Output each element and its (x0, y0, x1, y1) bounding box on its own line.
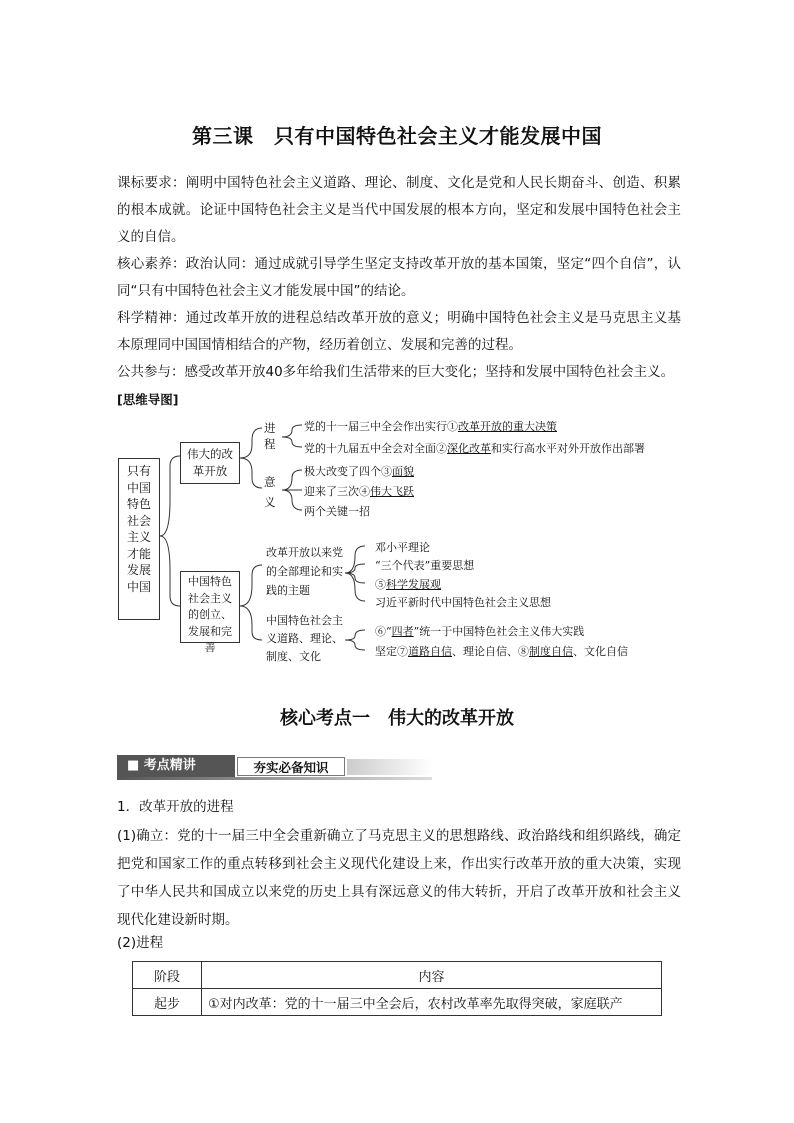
paragraph-establish: (1)确立：党的十一届三中全会重新确立了马克思主义的思想路线、政治路线和组织路线，确定把党和国家工作的重点转移到社会主义现代化建设上来，作出实行改革开放的重大决策，实现了中华人民共和国成立以来党的历史上具有深远意义的伟大转折，开启了改革开放和社会主义现代化建设新时期。 (117, 828, 681, 928)
meaning-item-2: 迎来了三次④伟大飞跃 (304, 485, 414, 498)
theme-item-3: ⑤科学发展观 (375, 578, 441, 591)
section-title: 核心考点一 伟大的改革开放 (280, 708, 514, 729)
progress-item-1: 党的十一届三中全会作出实行①改革开放的重大决策 (304, 420, 557, 433)
mindmap-label: [思维导图] (117, 392, 179, 407)
progress-table (132, 961, 662, 1016)
banner-label: ■ 考点精讲 (117, 755, 235, 777)
table-header: 内容 (202, 962, 662, 989)
branch-reform-opening: 伟大的改革开放 (180, 442, 240, 484)
section-banner (117, 755, 432, 779)
banner-bar (117, 777, 432, 780)
branch-socialism-development: 中国特色社会主义的创立、发展和完善 (180, 571, 240, 643)
core-literacy: 核心素养：政治认同：通过成就引导学生坚定支持改革开放的基本国策，坚定“四个自信”，认同“只有中国特色社会主义才能发展中国”的结论。 (117, 256, 681, 299)
system-label: 中国特色社会主义道路、理论、制度、文化 (266, 614, 343, 663)
table-cell: ①对内改革：党的十一届三中全会后，农村改革率先取得突破，家庭联产 (202, 989, 662, 1016)
theme-item-2: “三个代表”重要思想 (375, 559, 475, 572)
meaning-label: 意义 (264, 475, 276, 509)
table-header: 阶段 (133, 962, 202, 989)
scientific-spirit: 科学精神：通过改革开放的进程总结改革开放的意义；明确中国特色社会主义是马克思主义基本原理同中国国情相结合的产物，经历着创立、发展和完善的过程。 (117, 310, 681, 353)
banner-fade (347, 759, 432, 775)
paragraph-progress: (2)进程 (117, 935, 164, 951)
system-item-2: 坚定⑦道路自信、理论自信、⑧制度自信、文化自信 (375, 645, 628, 658)
point-heading: 1．改革开放的进程 (117, 799, 234, 815)
theme-label: 改革开放以来党的全部理论和实践的主题 (266, 546, 343, 597)
progress-item-2: 党的十九届五中全会对全面②深化改革和实行高水平对外开放作出部署 (304, 442, 645, 455)
curriculum-requirement: 课标要求：阐明中国特色社会主义道路、理论、制度、文化是党和人民长期奋斗、创造、积累的根本成就。论证中国特色社会主义是当代中国发展的根本方向，坚定和发展中国特色社会主义的自信。 (117, 175, 681, 245)
meaning-item-1: 极大改变了四个③面貌 (304, 465, 414, 478)
theme-item-4: 习近平新时代中国特色社会主义思想 (375, 596, 551, 609)
system-item-1: ⑥“四者”统一于中国特色社会主义伟大实践 (375, 625, 585, 638)
table-cell: 起步 (133, 989, 202, 1016)
mindmap-root: 只有中国特色社会主义才能发展中国 (118, 458, 160, 620)
page-title: 第三课 只有中国特色社会主义才能发展中国 (192, 124, 602, 148)
table-header-row (133, 962, 662, 989)
banner-sublabel: 夯实必备知识 (237, 757, 345, 776)
theme-item-1: 邓小平理论 (375, 541, 430, 554)
table-row (133, 989, 662, 1016)
meaning-item-3: 两个关键一招 (304, 505, 370, 518)
progress-label: 进程 (264, 421, 276, 451)
public-participation: 公共参与：感受改革开放40多年给我们生活带来的巨大变化；坚持和发展中国特色社会主义。 (117, 364, 675, 380)
